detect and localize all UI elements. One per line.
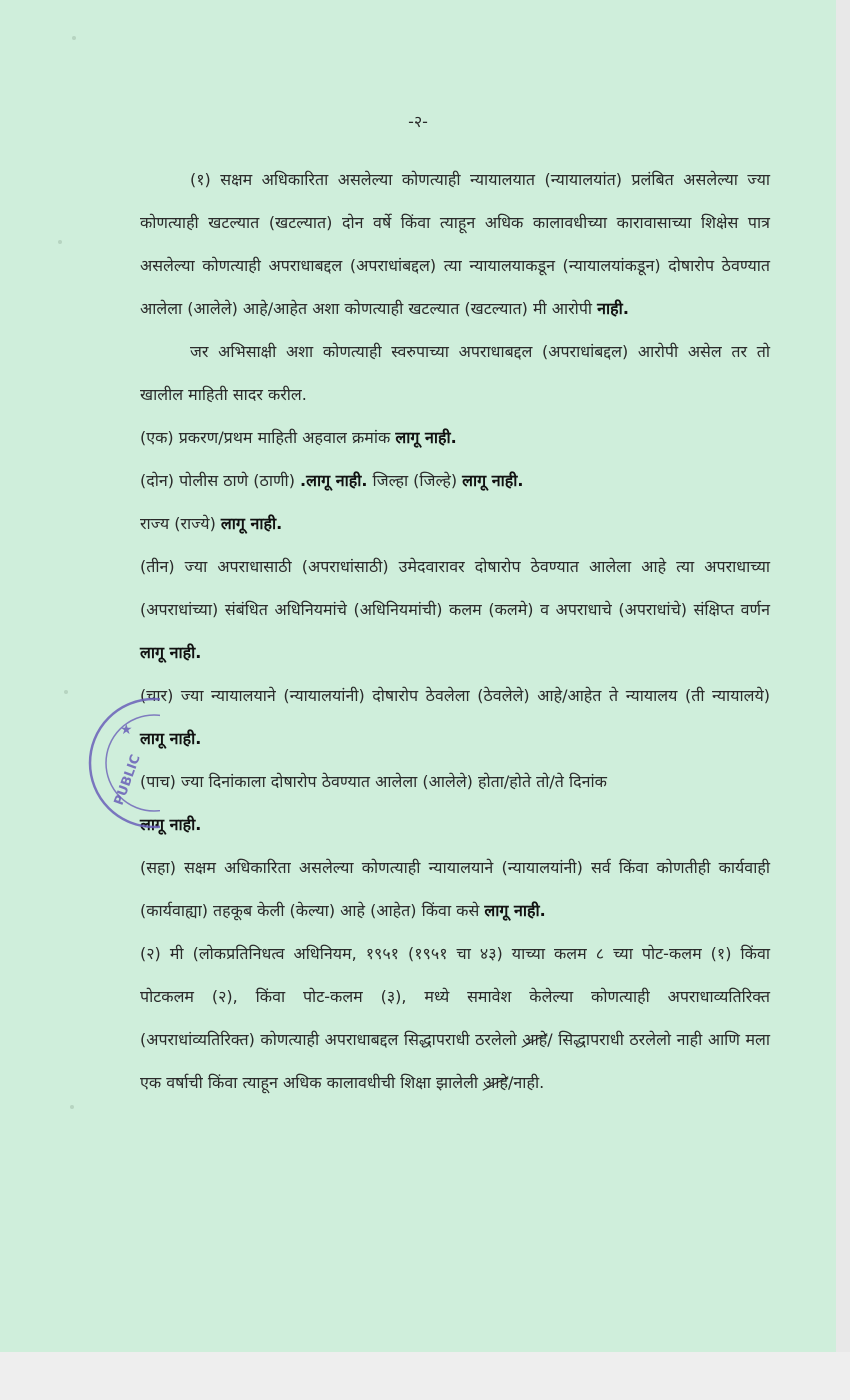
document-body	[140, 158, 770, 1104]
answer-value: लागू नाही.	[395, 428, 457, 447]
paragraph-text: /नाही.	[508, 1073, 545, 1092]
page-edge	[836, 0, 850, 1352]
item-label: (सहा) सक्षम अधिकारिता असलेल्या कोणत्याही न्यायालयाने (न्यायालयांनी) सर्व किंवा कोणतीही कार्यवाही (कार्यवाह्या) तहकूब केली (केल्या) आहे (आहेत) किंवा कसे	[140, 858, 770, 920]
answer-value: .लागू नाही.	[300, 471, 368, 490]
paragraph-conviction-declaration	[140, 932, 770, 1104]
paragraph-text: (२) मी (लोकप्रतिनिधत्व अधिनियम, १९५१ (१९५१ चा ४३) याच्या कलम ८ च्या पोट-कलम (१) किंवा पोटकलम (२), किंवा पोट-कलम (३), मध्ये समावेश केलेल्या कोणत्याही अपराधाव्यतिरिक्त (अपराधांव्यतिरिक्त) कोणत्याही अपराधाबद्दल सिद्धापराधी ठरलेलो	[140, 944, 770, 1049]
item-label: जिल्हा (जिल्हे)	[372, 471, 458, 490]
scan-margin	[0, 1352, 850, 1400]
paragraph-info-instruction	[140, 330, 770, 416]
item-label: (एक) प्रकरण/प्रथम माहिती अहवाल क्रमांक	[140, 428, 391, 447]
stamp-seal-icon	[50, 688, 160, 838]
paragraph-text: (१) सक्षम अधिकारिता असलेल्या कोणत्याही न्यायालयात (न्यायालयांत) प्रलंबित असलेल्या ज्या कोणत्याही खटल्यात (खटल्यात) दोन वर्षे किंवा त्याहून अधिक कालावधीच्या कारावासाच्या शिक्षेस पात्र असलेल्या कोणत्याही अपराधाबद्दल (अपराधांबद्दल) त्या न्यायालयाकडून (न्यायालयांकडून) दोषारोप ठेवण्यात आलेला (आलेले) आहे/आहेत अशा कोणत्याही खटल्यात (खटल्यात) मी आरोपी	[140, 170, 770, 318]
item-label: (चार) ज्या न्यायालयाने (न्यायालयांनी) दोषारोप ठेवलेला (ठेवलेले) आहे/आहेत ते न्यायालय (ती न्यायालये)	[140, 686, 770, 705]
struck-word: आहे	[522, 1018, 547, 1061]
paper-speck	[70, 1105, 74, 1109]
item-label: (दोन) पोलीस ठाणे (ठाणी)	[140, 471, 295, 490]
paper-speck	[72, 36, 76, 40]
item-proceedings-stayed	[140, 846, 770, 932]
answer-value: लागू नाही.	[484, 901, 546, 920]
item-state	[140, 502, 770, 545]
answer-value: लागू नाही.	[140, 815, 202, 834]
item-label: राज्य (राज्ये)	[140, 514, 216, 533]
item-offence-sections	[140, 545, 770, 674]
item-case-fir-number	[140, 416, 770, 459]
answer-value: लागू नाही.	[220, 514, 283, 533]
item-police-station-district	[140, 459, 770, 502]
struck-word: आहे	[483, 1061, 508, 1104]
notary-stamp	[50, 688, 160, 838]
answer-value: नाही.	[597, 299, 629, 318]
stamp-text: PUBLIC	[111, 752, 144, 808]
item-label: (तीन) ज्या अपराधासाठी (अपराधांसाठी) उमेदवारावर दोषारोप ठेवण्यात आलेला आहे त्या अपराधाच्या (अपराधांच्या) संबंधित अधिनियमांचे (अधिनियमांची) कलम (कलमे) व अपराधाचे (अपराधांचे) संक्षिप्त वर्णन	[140, 557, 770, 619]
page-number: -२-	[408, 112, 428, 131]
paragraph-text: जर अभिसाक्षी अशा कोणत्याही स्वरुपाच्या अपराधाबद्दल (अपराधांबद्दल) आरोपी असेल तर तो खालील माहिती सादर करील.	[140, 342, 770, 404]
paragraph-text: / सिद्धापराधी ठरलेलो नाही आणि मला एक वर्षाची किंवा त्याहून अधिक कालावधीची शिक्षा झालेली	[140, 1030, 771, 1092]
svg-text:★: ★	[120, 722, 133, 738]
paper-speck	[58, 240, 62, 244]
paper-speck	[64, 690, 68, 694]
answer-value: लागू नाही.	[140, 643, 202, 662]
item-label: (पाच) ज्या दिनांकाला दोषारोप ठेवण्यात आलेला (आलेले) होता/होते तो/ते दिनांक	[140, 772, 607, 791]
paragraph-accused-pending-cases	[140, 158, 770, 330]
answer-value: लागू नाही.	[462, 471, 524, 490]
item-charging-court	[140, 674, 770, 760]
item-charge-date	[140, 760, 770, 846]
answer-value: लागू नाही.	[140, 729, 202, 748]
